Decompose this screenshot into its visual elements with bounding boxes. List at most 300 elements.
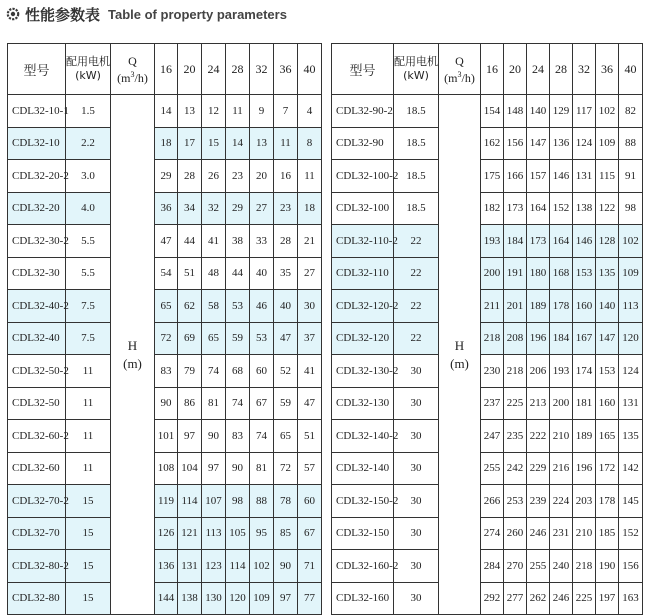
model-cell: CDL32-20 (8, 192, 66, 225)
head-value-cell: 211 (481, 290, 504, 323)
head-value-cell: 33 (250, 225, 274, 258)
head-value-cell: 97 (202, 452, 226, 485)
table-row (332, 485, 643, 518)
power-cell: 2.2 (66, 127, 111, 160)
power-cell: 11 (66, 452, 111, 485)
head-value-cell: 172 (596, 452, 619, 485)
power-cell: 7.5 (66, 290, 111, 323)
head-value-cell: 107 (202, 485, 226, 518)
model-cell: CDL32-150 (332, 517, 394, 550)
head-value-cell: 196 (527, 322, 550, 355)
head-value-cell: 239 (527, 485, 550, 518)
power-cell: 22 (394, 290, 439, 323)
model-cell: CDL32-130-2 (332, 355, 394, 388)
head-value-cell: 121 (178, 517, 202, 550)
model-cell: CDL32-160-2 (332, 550, 394, 583)
head-value-cell: 270 (504, 550, 527, 583)
head-value-cell: 37 (298, 322, 322, 355)
head-value-cell: 153 (573, 257, 596, 290)
head-value-cell: 235 (504, 420, 527, 453)
head-value-cell: 203 (573, 485, 596, 518)
flow-header (439, 44, 481, 95)
head-value-cell: 85 (274, 517, 298, 550)
head-value-cell: 59 (226, 322, 250, 355)
head-label-cell (111, 95, 155, 615)
head-value-cell: 13 (178, 95, 202, 128)
head-value-cell: 284 (481, 550, 504, 583)
head-unit: (m) (123, 355, 142, 371)
head-value-cell: 197 (596, 582, 619, 615)
head-value-cell: 97 (274, 582, 298, 615)
head-value-cell: 20 (250, 160, 274, 193)
head-value-cell: 108 (155, 452, 178, 485)
table-row (8, 192, 322, 225)
flow-value-header: 20 (178, 44, 202, 95)
table-row (8, 582, 322, 615)
table-row (332, 582, 643, 615)
head-value-cell: 213 (527, 387, 550, 420)
head-value-cell: 7 (274, 95, 298, 128)
power-cell: 11 (66, 420, 111, 453)
power-header-unit: (kW) (403, 69, 429, 82)
model-cell: CDL32-50 (8, 387, 66, 420)
power-cell: 4.0 (66, 192, 111, 225)
head-unit: (m) (450, 355, 469, 371)
head-value-cell: 146 (573, 225, 596, 258)
head-value-cell: 27 (250, 192, 274, 225)
head-value-cell: 62 (178, 290, 202, 323)
head-value-cell: 44 (178, 225, 202, 258)
head-value-cell: 189 (527, 290, 550, 323)
power-cell: 30 (394, 550, 439, 583)
head-value-cell: 165 (596, 420, 619, 453)
flow-header-label: Q (128, 53, 137, 68)
head-value-cell: 47 (274, 322, 298, 355)
model-cell: CDL32-140-2 (332, 420, 394, 453)
head-value-cell: 26 (202, 160, 226, 193)
table-row (8, 355, 322, 388)
head-value-cell: 124 (573, 127, 596, 160)
head-value-cell: 152 (619, 517, 643, 550)
power-cell: 11 (66, 355, 111, 388)
head-value-cell: 201 (504, 290, 527, 323)
power-cell: 15 (66, 485, 111, 518)
flow-value-header: 24 (527, 44, 550, 95)
model-cell: CDL32-70 (8, 517, 66, 550)
head-value-cell: 47 (298, 387, 322, 420)
model-cell: CDL32-90 (332, 127, 394, 160)
head-value-cell: 274 (481, 517, 504, 550)
head-value-cell: 29 (155, 160, 178, 193)
head-value-cell: 200 (481, 257, 504, 290)
table-row (8, 550, 322, 583)
head-value-cell: 68 (226, 355, 250, 388)
head-value-cell: 166 (504, 160, 527, 193)
header-row (332, 44, 643, 95)
head-value-cell: 167 (573, 322, 596, 355)
table-row (8, 95, 322, 128)
head-value-cell: 246 (527, 517, 550, 550)
head-value-cell: 109 (619, 257, 643, 290)
head-value-cell: 164 (550, 225, 573, 258)
head-value-cell: 83 (226, 420, 250, 453)
head-value-cell: 17 (178, 127, 202, 160)
flow-value-header: 40 (298, 44, 322, 95)
head-value-cell: 131 (178, 550, 202, 583)
head-value-cell: 262 (527, 582, 550, 615)
table-row (332, 225, 643, 258)
head-value-cell: 190 (596, 550, 619, 583)
head-value-cell: 88 (250, 485, 274, 518)
head-value-cell: 35 (274, 257, 298, 290)
head-value-cell: 242 (504, 452, 527, 485)
power-cell: 30 (394, 517, 439, 550)
power-header-unit: (kW) (75, 69, 101, 82)
head-value-cell: 140 (527, 95, 550, 128)
flow-header (111, 44, 155, 95)
head-value-cell: 51 (178, 257, 202, 290)
table-row (332, 550, 643, 583)
head-value-cell: 210 (573, 517, 596, 550)
head-label: H (127, 337, 138, 353)
flow-value-header: 40 (619, 44, 643, 95)
power-cell: 11 (66, 387, 111, 420)
head-value-cell: 122 (596, 192, 619, 225)
head-value-cell: 74 (226, 387, 250, 420)
model-cell: CDL32-140 (332, 452, 394, 485)
flow-value-header: 16 (481, 44, 504, 95)
head-value-cell: 136 (155, 550, 178, 583)
head-value-cell: 98 (619, 192, 643, 225)
head-value-cell: 41 (298, 355, 322, 388)
head-value-cell: 67 (250, 387, 274, 420)
power-cell: 7.5 (66, 322, 111, 355)
head-value-cell: 79 (178, 355, 202, 388)
head-value-cell: 9 (250, 95, 274, 128)
head-value-cell: 247 (481, 420, 504, 453)
head-value-cell: 13 (250, 127, 274, 160)
head-value-cell: 120 (226, 582, 250, 615)
flow-value-header: 20 (504, 44, 527, 95)
head-value-cell: 152 (550, 192, 573, 225)
head-value-cell: 246 (550, 582, 573, 615)
flow-value-header: 28 (550, 44, 573, 95)
power-cell: 3.0 (66, 160, 111, 193)
head-value-cell: 109 (596, 127, 619, 160)
head-value-cell: 21 (298, 225, 322, 258)
head-value-cell: 138 (573, 192, 596, 225)
head-value-cell: 191 (504, 257, 527, 290)
head-value-cell: 120 (619, 322, 643, 355)
flow-header-unit: $(m^3/h)$ (444, 69, 475, 85)
model-cell: CDL32-80-2 (8, 550, 66, 583)
head-value-cell: 82 (619, 95, 643, 128)
model-header: 型号 (8, 44, 66, 95)
head-value-cell: 130 (202, 582, 226, 615)
power-cell: 30 (394, 420, 439, 453)
head-value-cell: 255 (481, 452, 504, 485)
head-value-cell: 160 (573, 290, 596, 323)
head-value-cell: 193 (550, 355, 573, 388)
flow-value-header: 24 (202, 44, 226, 95)
head-value-cell: 90 (226, 452, 250, 485)
table-row (332, 127, 643, 160)
power-cell: 30 (394, 452, 439, 485)
power-cell: 22 (394, 257, 439, 290)
flow-value-header: 36 (596, 44, 619, 95)
flow-value-header: 32 (250, 44, 274, 95)
power-cell: 5.5 (66, 257, 111, 290)
head-value-cell: 54 (155, 257, 178, 290)
head-value-cell: 123 (202, 550, 226, 583)
head-value-cell: 156 (504, 127, 527, 160)
head-value-cell: 38 (226, 225, 250, 258)
head-value-cell: 216 (550, 452, 573, 485)
head-value-cell: 128 (596, 225, 619, 258)
title-chinese: 性能参数表 (25, 5, 101, 24)
table-row (332, 387, 643, 420)
head-value-cell: 253 (504, 485, 527, 518)
power-header-label: 配用电机 (394, 55, 438, 68)
head-value-cell: 86 (178, 387, 202, 420)
model-cell: CDL32-40 (8, 322, 66, 355)
head-value-cell: 193 (481, 225, 504, 258)
head-value-cell: 4 (298, 95, 322, 128)
property-table-left (7, 43, 322, 615)
model-cell: CDL32-160 (332, 582, 394, 615)
table-row (8, 387, 322, 420)
head-value-cell: 157 (527, 160, 550, 193)
head-value-cell: 277 (504, 582, 527, 615)
table-row (332, 452, 643, 485)
model-cell: CDL32-20-2 (8, 160, 66, 193)
table-row (8, 420, 322, 453)
table-row (8, 127, 322, 160)
head-value-cell: 180 (527, 257, 550, 290)
head-value-cell: 77 (298, 582, 322, 615)
head-value-cell: 138 (178, 582, 202, 615)
head-value-cell: 81 (202, 387, 226, 420)
head-value-cell: 57 (298, 452, 322, 485)
head-value-cell: 292 (481, 582, 504, 615)
head-value-cell: 189 (573, 420, 596, 453)
head-value-cell: 160 (596, 387, 619, 420)
table-row (332, 355, 643, 388)
model-cell: CDL32-30-2 (8, 225, 66, 258)
head-value-cell: 11 (274, 127, 298, 160)
head-value-cell: 40 (250, 257, 274, 290)
head-value-cell: 69 (178, 322, 202, 355)
head-value-cell: 47 (155, 225, 178, 258)
head-value-cell: 40 (274, 290, 298, 323)
flow-value-header: 36 (274, 44, 298, 95)
power-cell: 30 (394, 387, 439, 420)
model-cell: CDL32-50-2 (8, 355, 66, 388)
head-value-cell: 74 (202, 355, 226, 388)
head-value-cell: 142 (619, 452, 643, 485)
head-value-cell: 260 (504, 517, 527, 550)
flow-value-header: 32 (573, 44, 596, 95)
head-value-cell: 72 (155, 322, 178, 355)
head-value-cell: 30 (298, 290, 322, 323)
head-value-cell: 129 (550, 95, 573, 128)
head-value-cell: 225 (504, 387, 527, 420)
head-value-cell: 206 (527, 355, 550, 388)
model-cell: CDL32-90-2 (332, 95, 394, 128)
head-value-cell: 12 (202, 95, 226, 128)
head-value-cell: 117 (573, 95, 596, 128)
head-value-cell: 255 (527, 550, 550, 583)
head-value-cell: 97 (178, 420, 202, 453)
head-value-cell: 23 (274, 192, 298, 225)
head-value-cell: 124 (619, 355, 643, 388)
head-value-cell: 229 (527, 452, 550, 485)
page-title (6, 4, 287, 24)
head-value-cell: 131 (619, 387, 643, 420)
gear-icon (6, 7, 20, 21)
model-cell: CDL32-10-1 (8, 95, 66, 128)
power-header (66, 44, 111, 95)
model-cell: CDL32-80 (8, 582, 66, 615)
head-value-cell: 135 (619, 420, 643, 453)
head-value-cell: 109 (250, 582, 274, 615)
head-value-cell: 140 (596, 290, 619, 323)
head-value-cell: 164 (527, 192, 550, 225)
model-cell: CDL32-10 (8, 127, 66, 160)
head-value-cell: 178 (596, 485, 619, 518)
head-value-cell: 185 (596, 517, 619, 550)
head-value-cell: 104 (178, 452, 202, 485)
head-value-cell: 98 (226, 485, 250, 518)
head-value-cell: 114 (226, 550, 250, 583)
head-value-cell: 144 (155, 582, 178, 615)
head-value-cell: 8 (298, 127, 322, 160)
head-value-cell: 184 (504, 225, 527, 258)
head-label-cell (439, 95, 481, 615)
head-value-cell: 65 (274, 420, 298, 453)
head-value-cell: 145 (619, 485, 643, 518)
head-value-cell: 102 (619, 225, 643, 258)
head-value-cell: 46 (250, 290, 274, 323)
head-value-cell: 67 (298, 517, 322, 550)
power-cell: 22 (394, 225, 439, 258)
model-cell: CDL32-60 (8, 452, 66, 485)
head-value-cell: 237 (481, 387, 504, 420)
model-cell: CDL32-120-2 (332, 290, 394, 323)
head-value-cell: 60 (298, 485, 322, 518)
head-value-cell: 147 (596, 322, 619, 355)
head-value-cell: 72 (274, 452, 298, 485)
power-cell: 18.5 (394, 160, 439, 193)
table-body-right (332, 95, 643, 615)
power-header-label: 配用电机 (66, 55, 110, 68)
head-value-cell: 78 (274, 485, 298, 518)
head-value-cell: 48 (202, 257, 226, 290)
table-row (332, 160, 643, 193)
head-value-cell: 102 (596, 95, 619, 128)
head-value-cell: 218 (481, 322, 504, 355)
head-value-cell: 126 (155, 517, 178, 550)
head-value-cell: 153 (596, 355, 619, 388)
head-value-cell: 146 (550, 160, 573, 193)
power-cell: 15 (66, 517, 111, 550)
model-cell: CDL32-130 (332, 387, 394, 420)
head-value-cell: 27 (298, 257, 322, 290)
table-row (8, 257, 322, 290)
head-value-cell: 240 (550, 550, 573, 583)
power-cell: 30 (394, 582, 439, 615)
table-row (8, 225, 322, 258)
head-value-cell: 53 (226, 290, 250, 323)
table-row (8, 322, 322, 355)
head-value-cell: 210 (550, 420, 573, 453)
head-value-cell: 184 (550, 322, 573, 355)
head-value-cell: 90 (202, 420, 226, 453)
model-cell: CDL32-40-2 (8, 290, 66, 323)
model-cell: CDL32-110 (332, 257, 394, 290)
head-value-cell: 36 (155, 192, 178, 225)
head-value-cell: 174 (573, 355, 596, 388)
head-value-cell: 231 (550, 517, 573, 550)
model-cell: CDL32-120 (332, 322, 394, 355)
head-value-cell: 81 (250, 452, 274, 485)
power-cell: 30 (394, 485, 439, 518)
power-cell: 15 (66, 550, 111, 583)
head-value-cell: 131 (573, 160, 596, 193)
head-value-cell: 200 (550, 387, 573, 420)
flow-value-header: 16 (155, 44, 178, 95)
head-value-cell: 59 (274, 387, 298, 420)
head-value-cell: 74 (250, 420, 274, 453)
head-value-cell: 11 (226, 95, 250, 128)
head-value-cell: 83 (155, 355, 178, 388)
head-value-cell: 113 (202, 517, 226, 550)
head-value-cell: 173 (504, 192, 527, 225)
table-row (332, 95, 643, 128)
head-value-cell: 11 (298, 160, 322, 193)
head-value-cell: 102 (250, 550, 274, 583)
power-header (394, 44, 439, 95)
model-cell: CDL32-150-2 (332, 485, 394, 518)
head-value-cell: 225 (573, 582, 596, 615)
head-value-cell: 65 (202, 322, 226, 355)
head-value-cell: 136 (550, 127, 573, 160)
head-value-cell: 196 (573, 452, 596, 485)
head-value-cell: 173 (527, 225, 550, 258)
head-value-cell: 156 (619, 550, 643, 583)
flow-header-unit: $(m^3/h)$ (117, 69, 148, 85)
head-value-cell: 163 (619, 582, 643, 615)
head-value-cell: 95 (250, 517, 274, 550)
head-value-cell: 114 (178, 485, 202, 518)
table-row (332, 322, 643, 355)
head-value-cell: 119 (155, 485, 178, 518)
head-value-cell: 15 (202, 127, 226, 160)
property-table-right (331, 43, 643, 615)
head-value-cell: 230 (481, 355, 504, 388)
head-value-cell: 65 (155, 290, 178, 323)
power-cell: 18.5 (394, 95, 439, 128)
table-row (332, 257, 643, 290)
power-cell: 18.5 (394, 192, 439, 225)
head-value-cell: 28 (178, 160, 202, 193)
head-value-cell: 105 (226, 517, 250, 550)
head-value-cell: 51 (298, 420, 322, 453)
table-row (8, 485, 322, 518)
head-value-cell: 29 (226, 192, 250, 225)
head-value-cell: 28 (274, 225, 298, 258)
head-label: H (454, 337, 465, 353)
